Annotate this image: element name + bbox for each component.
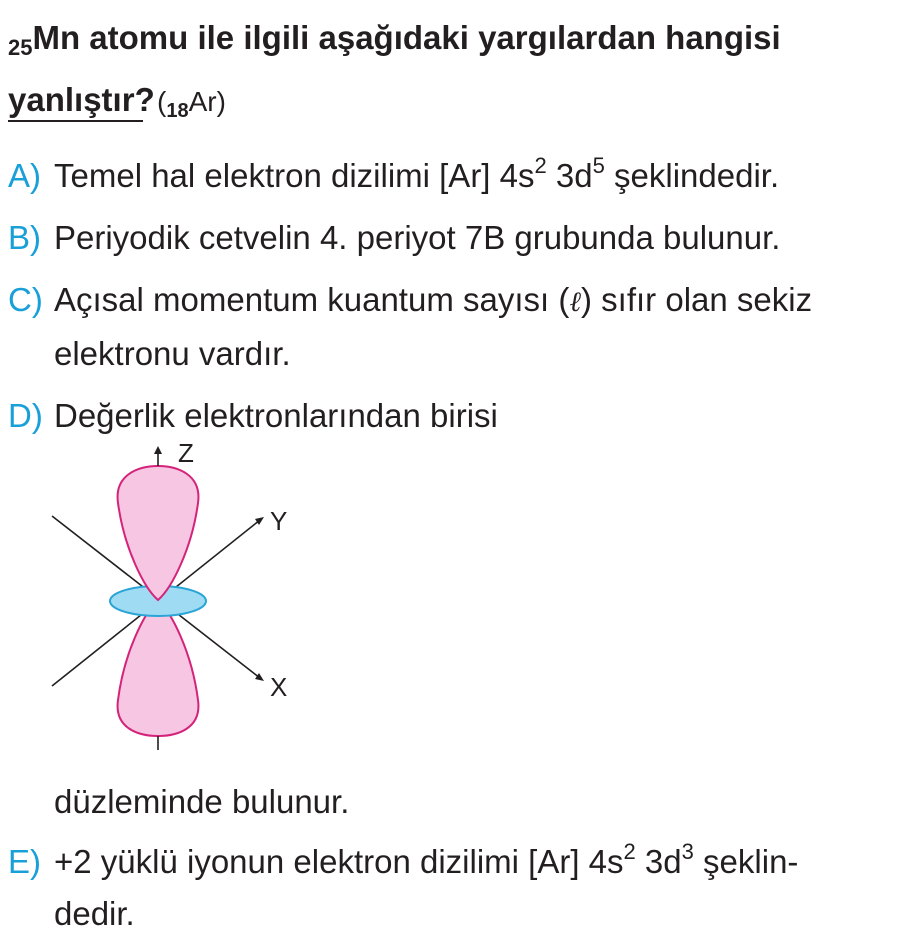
option-letter: D) bbox=[8, 397, 43, 434]
upper-lobe bbox=[118, 466, 199, 600]
question-text: Mn atomu ile ilgili aşağıdaki yargılardan hangisi bbox=[32, 19, 781, 56]
option-letter: E) bbox=[8, 843, 41, 880]
option-d-continuation: düzleminde bulunur. bbox=[54, 783, 350, 820]
question-line-2 bbox=[8, 74, 888, 137]
question-line-1 bbox=[8, 12, 888, 74]
option-letter: B) bbox=[8, 219, 41, 256]
reference-element: $(_{18}Ar)$ bbox=[157, 86, 226, 122]
option-e-continuation: dedir. bbox=[54, 895, 135, 932]
option-e[interactable]: E) +2 yüklü iyonun elektron dizilimi [Ar] $4s^2$ $3d^3$ şeklin- bbox=[8, 836, 888, 888]
atomic-number: 25 bbox=[8, 35, 33, 60]
option-c-continuation: elektronu vardır. bbox=[54, 335, 291, 372]
option-c[interactable]: C) Açısal momentum kuantum sayısı (ℓ) sıfır olan sekiz bbox=[8, 274, 888, 328]
option-b[interactable]: B) Periyodik cetvelin 4. periyot 7B grubunda bulunur. bbox=[8, 212, 888, 264]
axis-label-z: Z bbox=[178, 438, 194, 468]
negation-word: yanlıştır? bbox=[8, 82, 143, 122]
option-a[interactable]: A) Temel hal elektron dizilimi [Ar] $4s^2$ $3d^5$ şeklindedir. bbox=[8, 150, 888, 202]
dz2-orbital-diagram bbox=[40, 438, 320, 758]
z-arrowhead bbox=[154, 446, 162, 454]
option-letter: A) bbox=[8, 157, 41, 194]
axis-label-x: X bbox=[270, 672, 288, 702]
option-d[interactable]: D) Değerlik elektronlarından birisi bbox=[8, 390, 888, 442]
option-letter: C) bbox=[8, 281, 43, 318]
axis-label-y: Y bbox=[270, 506, 288, 536]
ell-symbol: ℓ bbox=[569, 285, 582, 318]
question-stem bbox=[8, 12, 888, 137]
